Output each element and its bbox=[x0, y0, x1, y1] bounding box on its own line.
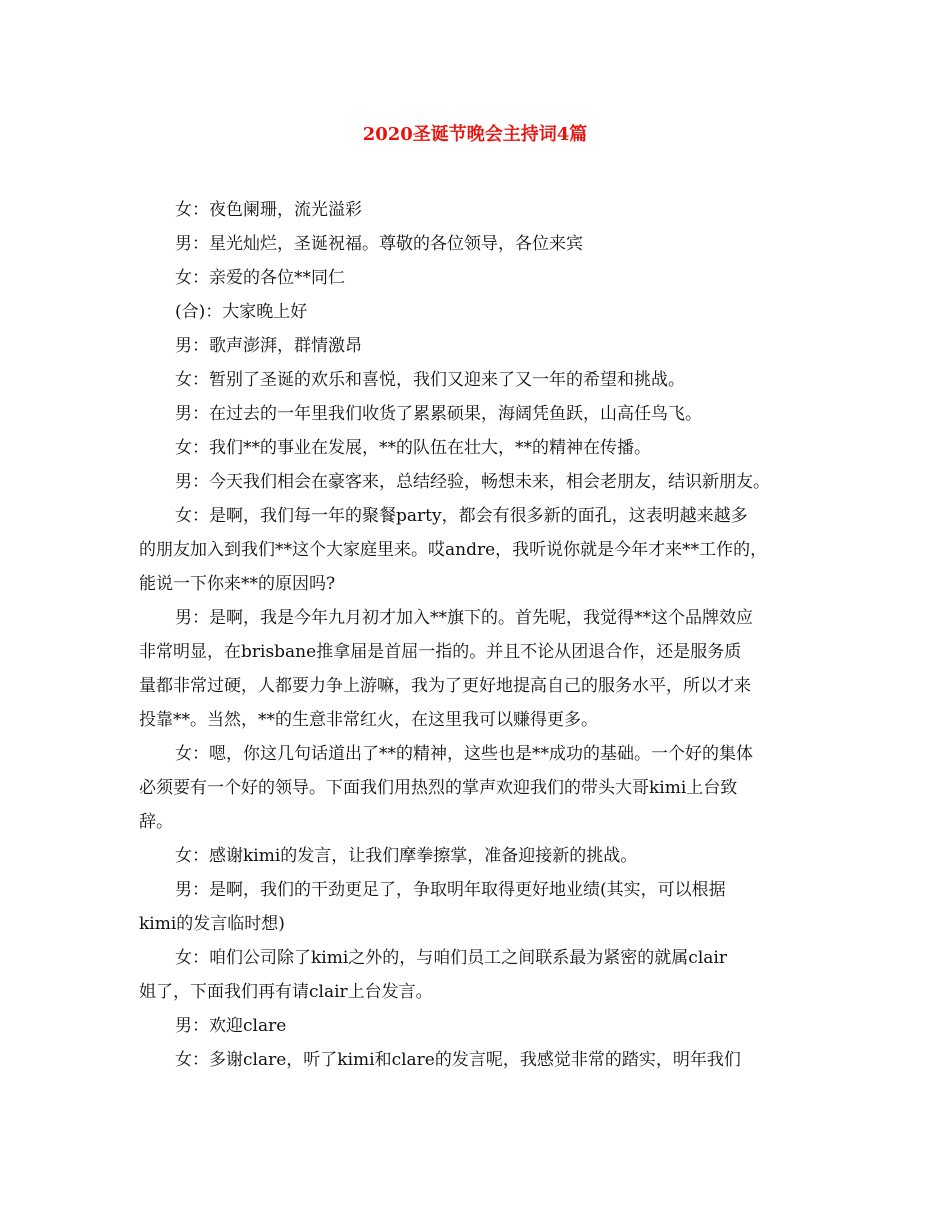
paragraph-line: 男：是啊，我是今年九月初才加入**旗下的。首先呢，我觉得**这个品牌效应 bbox=[175, 608, 753, 628]
paragraph-line: 男：欢迎clare bbox=[175, 1016, 287, 1036]
paragraph-line: 女：亲爱的各位**同仁 bbox=[175, 268, 345, 288]
paragraph bbox=[139, 941, 811, 1009]
paragraph-line: 男：在过去的一年里我们收货了累累硕果，海阔凭鱼跃，山高任鸟飞。 bbox=[175, 404, 702, 424]
paragraph bbox=[139, 329, 811, 363]
paragraph bbox=[139, 193, 811, 227]
paragraph-line: 投靠**。当然，**的生意非常红火，在这里我可以赚得更多。 bbox=[139, 710, 598, 730]
paragraph bbox=[139, 227, 811, 261]
document-title: 2020圣诞节晚会主持词4篇 bbox=[362, 124, 588, 145]
paragraph bbox=[139, 363, 811, 397]
paragraph bbox=[139, 1043, 811, 1077]
paragraph-line: 女：咱们公司除了kimi之外的，与咱们员工之间联系最为紧密的就属clair bbox=[175, 948, 727, 968]
paragraph-line: 必须要有一个好的领导。下面我们用热烈的掌声欢迎我们的带头大哥kimi上台致 bbox=[139, 778, 738, 798]
paragraph-line: 女：感谢kimi的发言，让我们摩拳擦掌，准备迎接新的挑战。 bbox=[175, 846, 638, 866]
paragraph-line: 女：夜色阑珊，流光溢彩 bbox=[175, 200, 362, 220]
paragraph bbox=[139, 295, 811, 329]
paragraph bbox=[139, 397, 811, 431]
paragraph-line: 男：歌声澎湃，群情激昂 bbox=[175, 336, 362, 356]
paragraph-line: 能说一下你来**的原因吗? bbox=[139, 574, 336, 594]
paragraph-line: kimi的发言临时想) bbox=[139, 914, 285, 934]
paragraph bbox=[139, 465, 811, 499]
document-body bbox=[139, 193, 811, 1077]
paragraph-line: 男：是啊，我们的干劲更足了，争取明年取得更好地业绩(其实，可以根据 bbox=[175, 880, 726, 900]
paragraph bbox=[139, 873, 811, 941]
paragraph-line: 非常明显，在brisbane推拿届是首屈一指的。并且不论从团退合作，还是服务质 bbox=[139, 642, 742, 662]
paragraph-line: 男：星光灿烂，圣诞祝福。尊敬的各位领导，各位来宾 bbox=[175, 234, 583, 254]
paragraph-line: 女：嗯，你这几句话道出了**的精神，这些也是**成功的基础。一个好的集体 bbox=[175, 744, 753, 764]
paragraph-line: 女：我们**的事业在发展，**的队伍在壮大，**的精神在传播。 bbox=[175, 438, 651, 458]
paragraph-line: (合)：大家晚上好 bbox=[175, 302, 308, 322]
paragraph bbox=[139, 601, 811, 737]
paragraph-line: 的朋友加入到我们**这个大家庭里来。哎andre，我听说你就是今年才来**工作的， bbox=[139, 540, 768, 560]
paragraph bbox=[139, 1009, 811, 1043]
paragraph-line: 女：是啊，我们每一年的聚餐party，都会有很多新的面孔，这表明越来越多 bbox=[175, 506, 748, 526]
paragraph-line: 男：今天我们相会在豪客来，总结经验，畅想未来，相会老朋友，结识新朋友。 bbox=[175, 472, 770, 492]
paragraph-line: 女：暂别了圣诞的欢乐和喜悦，我们又迎来了又一年的希望和挑战。 bbox=[175, 370, 685, 390]
paragraph bbox=[139, 737, 811, 839]
paragraph-line: 辞。 bbox=[139, 812, 173, 832]
paragraph-line: 姐了，下面我们再有请clair上台发言。 bbox=[139, 982, 433, 1002]
paragraph bbox=[139, 431, 811, 465]
paragraph-line: 女：多谢clare，听了kimi和clare的发言呢，我感觉非常的踏实，明年我们 bbox=[175, 1050, 741, 1070]
paragraph-line: 量都非常过硬，人都要力争上游嘛，我为了更好地提高自己的服务水平，所以才来 bbox=[139, 676, 751, 696]
paragraph bbox=[139, 499, 811, 601]
paragraph bbox=[139, 839, 811, 873]
paragraph bbox=[139, 261, 811, 295]
